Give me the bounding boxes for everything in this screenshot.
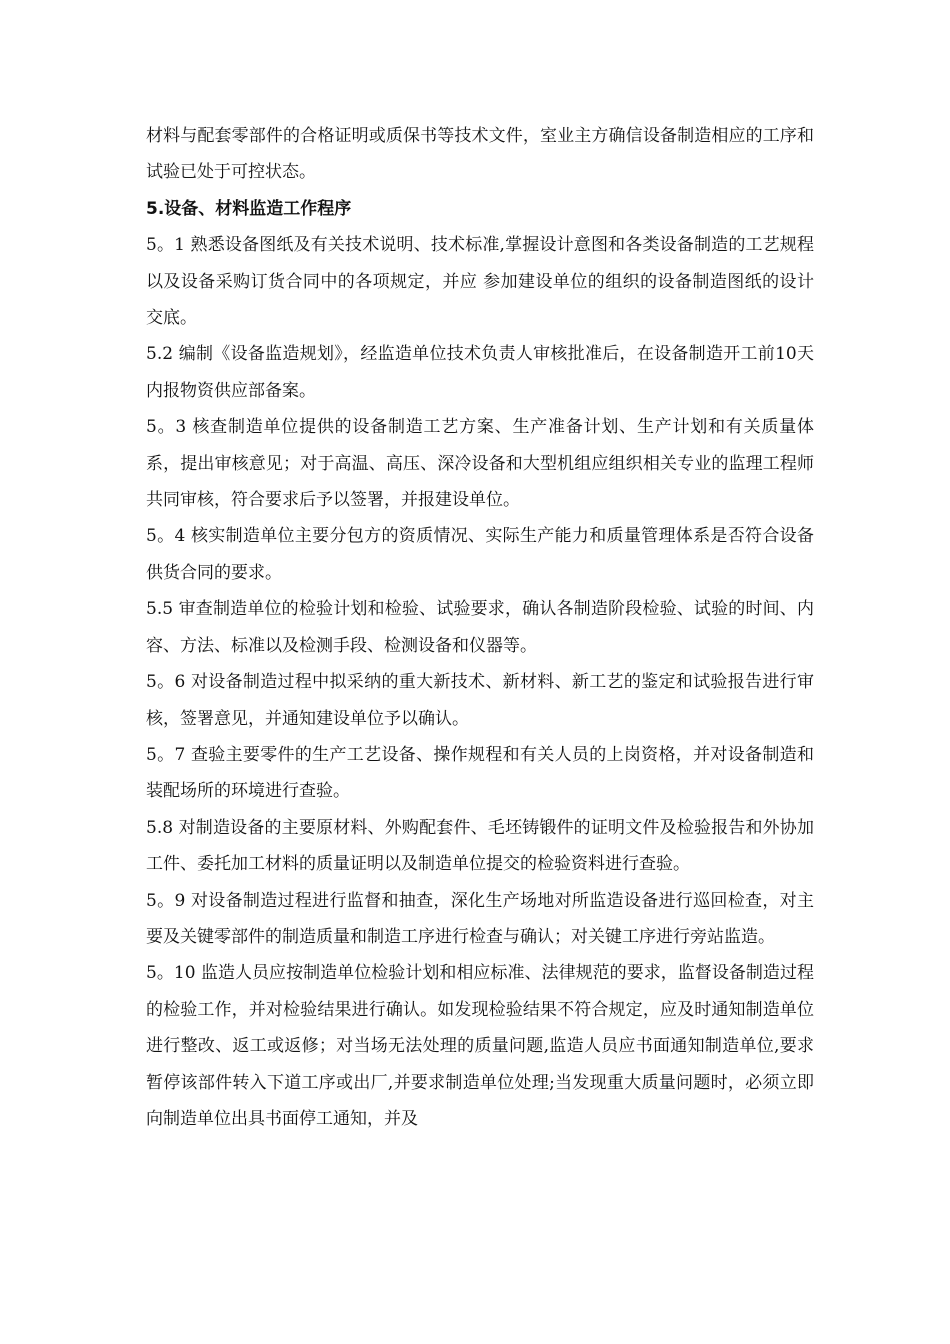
document-body bbox=[146, 118, 814, 1137]
paragraph-5-6: 5。6 对设备制造过程中拟采纳的重大新技术、新材料、新工艺的鉴定和试验报告进行审核，签署意见，并通知建设单位予以确认。 bbox=[146, 672, 814, 729]
paragraph-5-1: 5。1 熟悉设备图纸及有关技术说明、技术标准,掌握设计意图和各类设备制造的工艺规程以及设备采购订货合同中的各项规定，并应 参加建设单位的组织的设备制造图纸的设计交底。 bbox=[146, 235, 814, 329]
paragraph-5-3: 5。3 核查制造单位提供的设备制造工艺方案、生产准备计划、生产计划和有关质量体系，提出审核意见；对于高温、高压、深冷设备和大型机组应组织相关专业的监理工程师共同审核，符合要求后予以签署，并报建设单位。 bbox=[146, 417, 814, 511]
intro-paragraph: 材料与配套零部件的合格证明或质保书等技术文件，室业主方确信设备制造相应的工序和试验已处于可控状态。 bbox=[146, 126, 814, 183]
paragraph-5-8: 5.8 对制造设备的主要原材料、外购配套件、毛坯铸锻件的证明文件及检验报告和外协加工件、委托加工材料的质量证明以及制造单位提交的检验资料进行查验。 bbox=[146, 817, 814, 875]
paragraph-5-9: 5。9 对设备制造过程进行监督和抽查，深化生产场地对所监造设备进行巡回检查，对主要及关键零部件的制造质量和制造工序进行检查与确认；对关键工序进行旁站监造。 bbox=[146, 890, 814, 947]
paragraph-5-2: 5.2 编制《设备监造规划》，经监造单位技术负责人审核批准后，在设备制造开工前10天内报物资供应部备案。 bbox=[146, 344, 814, 401]
paragraph-5-4: 5。4 核实制造单位主要分包方的资质情况、实际生产能力和质量管理体系是否符合设备供货合同的要求。 bbox=[146, 526, 814, 583]
paragraph-5-7: 5。7 查验主要零件的生产工艺设备、操作规程和有关人员的上岗资格，并对设备制造和装配场所的环境进行查验。 bbox=[146, 744, 814, 802]
paragraph-5-5: 5.5 审查制造单位的检验计划和检验、试验要求，确认各制造阶段检验、试验的时间、内容、方法、标准以及检测手段、检测设备和仪器等。 bbox=[146, 599, 814, 656]
paragraph-5-10: 5。10 监造人员应按制造单位检验计划和相应标准、法律规范的要求，监督设备制造过程的检验工作，并对检验结果进行确认。如发现检验结果不符合规定，应及时通知制造单位进行整改、返工或返修；对当场无法处理的质量问题,监造人员应书面通知制造单位,要求暂停该部件转入下道工序或出厂,并要求制造单位处理;当发现重大质量问题时，必须立即向制造单位出具书面停工通知，并及 bbox=[146, 963, 814, 1129]
section-heading: 5.设备、材料监造工作程序 bbox=[146, 198, 352, 219]
